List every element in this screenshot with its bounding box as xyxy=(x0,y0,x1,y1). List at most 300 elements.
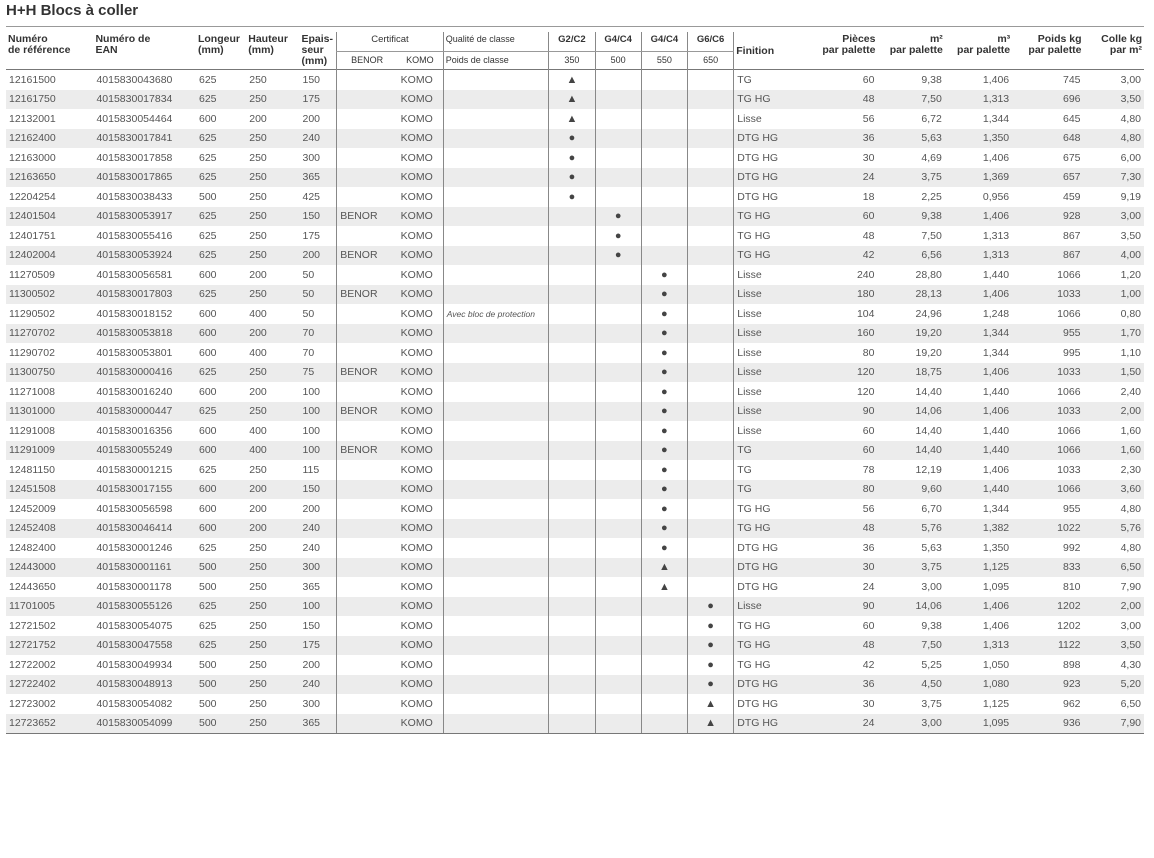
cell-g2 xyxy=(549,636,595,656)
col-header-hauteur: Hauteur (mm) xyxy=(248,33,288,56)
cell-qualite xyxy=(443,421,549,441)
cell-g6: ● xyxy=(688,636,734,656)
cell-colle: 2,00 xyxy=(1084,402,1144,422)
cell-epaisseur: 100 xyxy=(300,441,337,461)
cell-m2: 9,38 xyxy=(921,73,942,86)
cell-g4b xyxy=(641,694,687,714)
cell-ref: 12722002 xyxy=(9,658,56,671)
cell-hauteur: 250 xyxy=(246,129,299,149)
cell-pieces: 18 xyxy=(862,190,875,203)
cell-g2 xyxy=(549,343,595,363)
cell-m2: 5,76 xyxy=(877,519,944,539)
cell-epaisseur: 50 xyxy=(302,307,315,320)
cell-komo: KOMO xyxy=(400,658,433,671)
cell-longueur: 625 xyxy=(196,363,246,383)
cell-ref: 12163650 xyxy=(6,168,93,188)
cell-komo: KOMO xyxy=(400,73,433,86)
cell-longueur: 625 xyxy=(198,229,217,242)
cell-colle: 4,00 xyxy=(1084,246,1144,266)
cell-g6 xyxy=(688,90,734,110)
cell-finition: DTG HG xyxy=(737,190,779,203)
cell-ean: 4015830017841 xyxy=(93,129,196,149)
cell-qualite xyxy=(443,148,549,168)
cell-m3: 1,406 xyxy=(945,285,1012,305)
cell-finition: DTG HG xyxy=(737,151,779,164)
cell-pieces: 60 xyxy=(862,73,875,86)
cell-g6 xyxy=(688,577,734,597)
cell-g4b: ● xyxy=(641,441,687,461)
cell-poids: 1122 xyxy=(1012,636,1083,656)
table-row xyxy=(6,70,1144,90)
cell-hauteur: 200 xyxy=(249,268,267,281)
cell-g4a xyxy=(595,90,641,110)
cell-g6: ● xyxy=(688,655,734,675)
cell-m2: 28,13 xyxy=(877,285,944,305)
cell-ref: 12204254 xyxy=(9,190,56,203)
cell-komo: KOMO xyxy=(400,268,433,281)
cell-g4a xyxy=(595,382,641,402)
cell-m3: 0,956 xyxy=(982,190,1010,203)
cell-g4a xyxy=(595,616,641,636)
cell-komo: KOMO xyxy=(397,636,443,656)
cell-g6 xyxy=(688,187,734,207)
cell-komo: KOMO xyxy=(397,675,443,695)
cell-g2: ▲ xyxy=(549,90,595,110)
col-header-qualite: Qualité de classe xyxy=(443,32,549,52)
cell-hauteur: 250 xyxy=(249,73,267,86)
cell-benor xyxy=(337,187,397,207)
table-row xyxy=(6,226,1144,246)
cell-longueur: 500 xyxy=(198,190,217,203)
cell-pieces: 30 xyxy=(862,697,875,710)
cell-komo: KOMO xyxy=(400,385,433,398)
cell-g4b xyxy=(641,714,687,734)
cell-finition: TG HG xyxy=(734,90,815,110)
cell-hauteur: 250 xyxy=(249,541,267,554)
cell-benor xyxy=(337,616,397,636)
cell-pieces: 56 xyxy=(862,502,875,515)
cell-qualite xyxy=(443,538,549,558)
cell-hauteur: 250 xyxy=(249,190,267,203)
cell-ref: 12161750 xyxy=(6,90,93,110)
cell-epaisseur: 50 xyxy=(300,285,337,305)
cell-epaisseur: 70 xyxy=(300,324,337,344)
cell-m2: 19,20 xyxy=(877,324,944,344)
cell-colle: 1,00 xyxy=(1084,285,1144,305)
cell-g2 xyxy=(549,363,595,383)
cell-finition: Lisse xyxy=(737,385,762,398)
cell-longueur: 625 xyxy=(198,463,217,476)
cell-qualite xyxy=(443,226,549,246)
col-sub-g4a: 500 xyxy=(595,52,641,70)
cell-longueur: 500 xyxy=(198,580,217,593)
cell-pieces: 56 xyxy=(862,112,875,125)
cell-colle: 7,90 xyxy=(1084,714,1144,734)
cell-g4b: ● xyxy=(641,538,687,558)
cell-ean: 4015830000447 xyxy=(93,402,196,422)
cell-m2: 18,75 xyxy=(877,363,944,383)
table-row xyxy=(6,421,1144,441)
cell-benor: BENOR xyxy=(337,441,397,461)
cell-qualite xyxy=(443,168,549,188)
cell-m3: 1,313 xyxy=(982,229,1010,242)
cell-qualite: Avec bloc de protection xyxy=(443,304,549,324)
cell-g4a xyxy=(595,675,641,695)
cell-hauteur: 250 xyxy=(249,151,267,164)
cell-benor xyxy=(337,597,397,617)
cell-epaisseur: 150 xyxy=(300,480,337,500)
col-header-longueur: Longeur (mm) xyxy=(197,33,240,56)
cell-benor xyxy=(337,499,397,519)
cell-longueur: 600 xyxy=(198,268,217,281)
cell-longueur: 500 xyxy=(196,675,246,695)
cell-g2 xyxy=(549,694,595,714)
cell-pieces: 240 xyxy=(856,268,875,281)
cell-epaisseur: 175 xyxy=(302,229,321,242)
col-header-g2: G2/C2 xyxy=(549,32,595,52)
cell-finition: TG xyxy=(734,441,815,461)
cell-colle: 1,10 xyxy=(1120,346,1141,359)
cell-hauteur: 250 xyxy=(246,246,299,266)
cell-pieces: 160 xyxy=(815,324,877,344)
cell-komo: KOMO xyxy=(397,90,443,110)
cell-m3: 1,125 xyxy=(945,558,1012,578)
cell-komo: KOMO xyxy=(397,285,443,305)
cell-komo: KOMO xyxy=(400,619,433,632)
cell-benor xyxy=(337,109,397,129)
cell-colle: 6,50 xyxy=(1084,558,1144,578)
cell-g2 xyxy=(549,402,595,422)
cell-finition: DTG HG xyxy=(734,675,815,695)
cell-qualite xyxy=(443,382,549,402)
col-sub-g2: 350 xyxy=(549,52,595,70)
cell-colle: 1,70 xyxy=(1084,324,1144,344)
cell-komo: KOMO xyxy=(400,580,433,593)
cell-g6: ● xyxy=(688,597,734,617)
cell-longueur: 600 xyxy=(198,502,217,515)
cell-epaisseur: 175 xyxy=(300,90,337,110)
cell-ref: 12721502 xyxy=(9,619,56,632)
cell-colle: 1,60 xyxy=(1120,424,1141,437)
cell-g4b xyxy=(641,109,687,129)
cell-g2 xyxy=(549,616,595,636)
cell-g6 xyxy=(688,207,734,227)
table-row xyxy=(6,168,1144,188)
cell-m3: 1,440 xyxy=(945,480,1012,500)
cell-epaisseur: 100 xyxy=(302,424,321,437)
cell-pieces: 36 xyxy=(862,541,875,554)
cell-benor: BENOR xyxy=(337,285,397,305)
cell-komo: KOMO xyxy=(400,697,433,710)
cell-poids: 955 xyxy=(1012,324,1083,344)
cell-longueur: 600 xyxy=(198,112,217,125)
cell-m3: 1,313 xyxy=(945,636,1012,656)
cell-g4a xyxy=(595,460,641,480)
cell-m3: 1,440 xyxy=(982,424,1010,437)
col-header-poids: Poids kg par palette xyxy=(1028,33,1082,56)
cell-pieces: 60 xyxy=(862,619,875,632)
cell-m3: 1,350 xyxy=(945,129,1012,149)
cell-hauteur: 250 xyxy=(246,90,299,110)
cell-ref: 12452408 xyxy=(6,519,93,539)
cell-poids: 1033 xyxy=(1057,463,1081,476)
cell-benor: BENOR xyxy=(337,402,397,422)
col-header-epaisseur: Epais- seur (mm) xyxy=(301,33,334,67)
cell-g4b xyxy=(641,70,687,90)
table-row xyxy=(6,246,1144,266)
cell-colle: 4,80 xyxy=(1120,112,1141,125)
cell-g4b: ● xyxy=(641,363,687,383)
cell-colle: 0,80 xyxy=(1120,307,1141,320)
cell-g4a xyxy=(595,109,641,129)
cell-m2: 6,70 xyxy=(921,502,942,515)
cell-komo: KOMO xyxy=(400,463,433,476)
cell-g4b: ● xyxy=(641,480,687,500)
cell-qualite xyxy=(443,70,549,90)
cell-qualite xyxy=(443,90,549,110)
cell-epaisseur: 425 xyxy=(302,190,321,203)
cell-qualite xyxy=(443,655,549,675)
cell-g2 xyxy=(549,675,595,695)
cell-m2: 9,60 xyxy=(877,480,944,500)
cell-g2 xyxy=(549,285,595,305)
cell-g4b: ● xyxy=(641,304,687,324)
cell-ref: 12452009 xyxy=(9,502,56,515)
cell-g4a: ● xyxy=(595,226,641,246)
cell-benor xyxy=(337,655,397,675)
cell-benor xyxy=(337,480,397,500)
cell-qualite xyxy=(443,460,549,480)
cell-poids: 745 xyxy=(1063,73,1081,86)
cell-longueur: 625 xyxy=(198,541,217,554)
cell-pieces: 36 xyxy=(815,129,877,149)
cell-benor xyxy=(337,636,397,656)
cell-benor xyxy=(337,460,397,480)
cell-g6 xyxy=(688,129,734,149)
cell-poids: 1202 xyxy=(1057,619,1081,632)
cell-g6 xyxy=(688,148,734,168)
cell-finition: TG xyxy=(734,480,815,500)
col-header-komo: KOMO xyxy=(406,55,434,65)
cell-g4a xyxy=(595,168,641,188)
cell-g2 xyxy=(549,519,595,539)
col-header-g6: G6/C6 xyxy=(688,32,734,52)
cell-colle: 3,50 xyxy=(1084,90,1144,110)
cell-qualite xyxy=(443,129,549,149)
cell-longueur: 625 xyxy=(198,151,217,164)
cell-komo: KOMO xyxy=(397,441,443,461)
cell-hauteur: 250 xyxy=(249,619,267,632)
table-row xyxy=(6,558,1144,578)
cell-g2 xyxy=(549,577,595,597)
cell-g4b xyxy=(641,129,687,149)
cell-g4a xyxy=(595,499,641,519)
cell-g2 xyxy=(549,421,595,441)
cell-poids: 955 xyxy=(1063,502,1081,515)
cell-ref: 12723652 xyxy=(6,714,93,734)
cell-m3: 1,440 xyxy=(982,268,1010,281)
cell-g4a xyxy=(595,480,641,500)
cell-colle: 3,00 xyxy=(1120,73,1141,86)
cell-m3: 1,406 xyxy=(945,402,1012,422)
cell-m2: 14,40 xyxy=(915,424,942,437)
cell-g4b xyxy=(641,226,687,246)
cell-qualite xyxy=(443,246,549,266)
cell-g2 xyxy=(549,441,595,461)
cell-poids: 1066 xyxy=(1012,480,1083,500)
cell-hauteur: 250 xyxy=(246,558,299,578)
cell-m2: 19,20 xyxy=(915,346,942,359)
cell-ref: 11290502 xyxy=(9,307,55,320)
cell-ean: 4015830055126 xyxy=(93,597,196,617)
cell-colle: 6,00 xyxy=(1120,151,1141,164)
cell-ean: 4015830046414 xyxy=(93,519,196,539)
cell-finition: Lisse xyxy=(734,402,815,422)
cell-g6: ▲ xyxy=(688,714,734,734)
cell-g2 xyxy=(549,304,595,324)
col-header-ref: Numéro de référence xyxy=(8,33,71,56)
cell-qualite xyxy=(443,519,549,539)
table-row xyxy=(6,597,1144,617)
cell-m3: 1,406 xyxy=(982,151,1010,164)
cell-komo: KOMO xyxy=(400,541,433,554)
cell-g4b: ● xyxy=(641,499,687,519)
table-row xyxy=(6,519,1144,539)
cell-g2 xyxy=(549,480,595,500)
cell-g4a xyxy=(595,538,641,558)
cell-g6 xyxy=(688,499,734,519)
cell-finition: Lisse xyxy=(737,268,762,281)
cell-colle: 2,30 xyxy=(1120,463,1141,476)
cell-longueur: 625 xyxy=(198,619,217,632)
cell-hauteur: 250 xyxy=(246,714,299,734)
cell-hauteur: 200 xyxy=(246,519,299,539)
cell-colle: 4,80 xyxy=(1120,502,1141,515)
cell-hauteur: 400 xyxy=(249,346,267,359)
cell-ref: 12481150 xyxy=(9,463,55,476)
cell-g4a xyxy=(595,519,641,539)
col-header-ean: Numéro de EAN xyxy=(95,33,151,56)
cell-g4a xyxy=(595,421,641,441)
cell-qualite xyxy=(443,616,549,636)
cell-ean: 4015830055416 xyxy=(96,229,173,242)
table-row xyxy=(6,402,1144,422)
cell-m2: 2,25 xyxy=(921,190,942,203)
cell-finition: TG HG xyxy=(734,246,815,266)
cell-hauteur: 250 xyxy=(246,168,299,188)
cell-qualite xyxy=(443,714,549,734)
cell-benor xyxy=(337,324,397,344)
cell-g2: ● xyxy=(549,187,595,207)
cell-benor xyxy=(337,694,397,714)
cell-longueur: 625 xyxy=(196,90,246,110)
cell-g6: ● xyxy=(688,616,734,636)
cell-m2: 3,75 xyxy=(877,168,944,188)
cell-g4a xyxy=(595,597,641,617)
cell-longueur: 600 xyxy=(198,346,217,359)
cell-qualite xyxy=(443,363,549,383)
cell-qualite xyxy=(443,675,549,695)
cell-ean: 4015830054464 xyxy=(96,112,173,125)
cell-finition: TG HG xyxy=(734,519,815,539)
cell-g4a xyxy=(595,265,641,285)
cell-epaisseur: 100 xyxy=(300,402,337,422)
col-header-finition: Finition xyxy=(736,45,775,57)
cell-colle: 4,80 xyxy=(1084,129,1144,149)
cell-finition: Lisse xyxy=(734,324,815,344)
col-header-m2: m² par palette xyxy=(889,33,943,56)
table-row xyxy=(6,675,1144,695)
cell-colle: 4,80 xyxy=(1120,541,1141,554)
cell-ean: 4015830047558 xyxy=(93,636,196,656)
cell-g4b xyxy=(641,168,687,188)
cell-qualite xyxy=(443,109,549,129)
table-row xyxy=(6,304,1144,324)
cell-hauteur: 200 xyxy=(249,112,267,125)
cell-ean: 4015830016356 xyxy=(96,424,173,437)
cell-colle: 2,40 xyxy=(1120,385,1141,398)
cell-longueur: 600 xyxy=(196,519,246,539)
cell-komo: KOMO xyxy=(397,558,443,578)
cell-g6 xyxy=(688,226,734,246)
cell-g2 xyxy=(549,597,595,617)
cell-benor xyxy=(337,90,397,110)
cell-pieces: 80 xyxy=(862,346,875,359)
cell-m3: 1,313 xyxy=(945,246,1012,266)
cell-m3: 1,050 xyxy=(982,658,1010,671)
cell-g6 xyxy=(688,363,734,383)
cell-g4a xyxy=(595,577,641,597)
cell-colle: 5,76 xyxy=(1084,519,1144,539)
cell-g6 xyxy=(688,265,734,285)
cell-hauteur: 250 xyxy=(246,636,299,656)
cell-hauteur: 250 xyxy=(249,658,267,671)
cell-m2: 14,40 xyxy=(915,385,942,398)
cell-g6 xyxy=(688,246,734,266)
cell-g6 xyxy=(688,558,734,578)
table-row xyxy=(6,382,1144,402)
cell-g2: ▲ xyxy=(549,109,595,129)
cell-epaisseur: 200 xyxy=(302,658,321,671)
cell-epaisseur: 200 xyxy=(302,502,321,515)
cell-komo: KOMO xyxy=(397,597,443,617)
col-sub-g4b: 550 xyxy=(641,52,687,70)
cell-m2: 7,50 xyxy=(877,90,944,110)
cell-g4b: ▲ xyxy=(641,577,687,597)
cell-g2 xyxy=(549,714,595,734)
cell-epaisseur: 150 xyxy=(300,207,337,227)
cell-ref: 12722402 xyxy=(6,675,93,695)
cell-epaisseur: 115 xyxy=(302,463,320,476)
cell-longueur: 500 xyxy=(198,697,217,710)
cell-g4a xyxy=(595,636,641,656)
cell-ean: 4015830001246 xyxy=(96,541,173,554)
cell-ean: 4015830001215 xyxy=(96,463,173,476)
cell-hauteur: 400 xyxy=(249,424,267,437)
cell-g4b: ● xyxy=(641,324,687,344)
cell-poids: 833 xyxy=(1012,558,1083,578)
cell-ref: 11290702 xyxy=(9,346,55,359)
cell-longueur: 500 xyxy=(196,558,246,578)
cell-colle: 3,00 xyxy=(1084,207,1144,227)
cell-g6 xyxy=(688,519,734,539)
cell-colle: 6,50 xyxy=(1120,697,1141,710)
cell-g2 xyxy=(549,558,595,578)
cell-poids: 696 xyxy=(1012,90,1083,110)
cell-poids: 1033 xyxy=(1012,363,1083,383)
cell-g2 xyxy=(549,538,595,558)
cell-qualite xyxy=(443,265,549,285)
